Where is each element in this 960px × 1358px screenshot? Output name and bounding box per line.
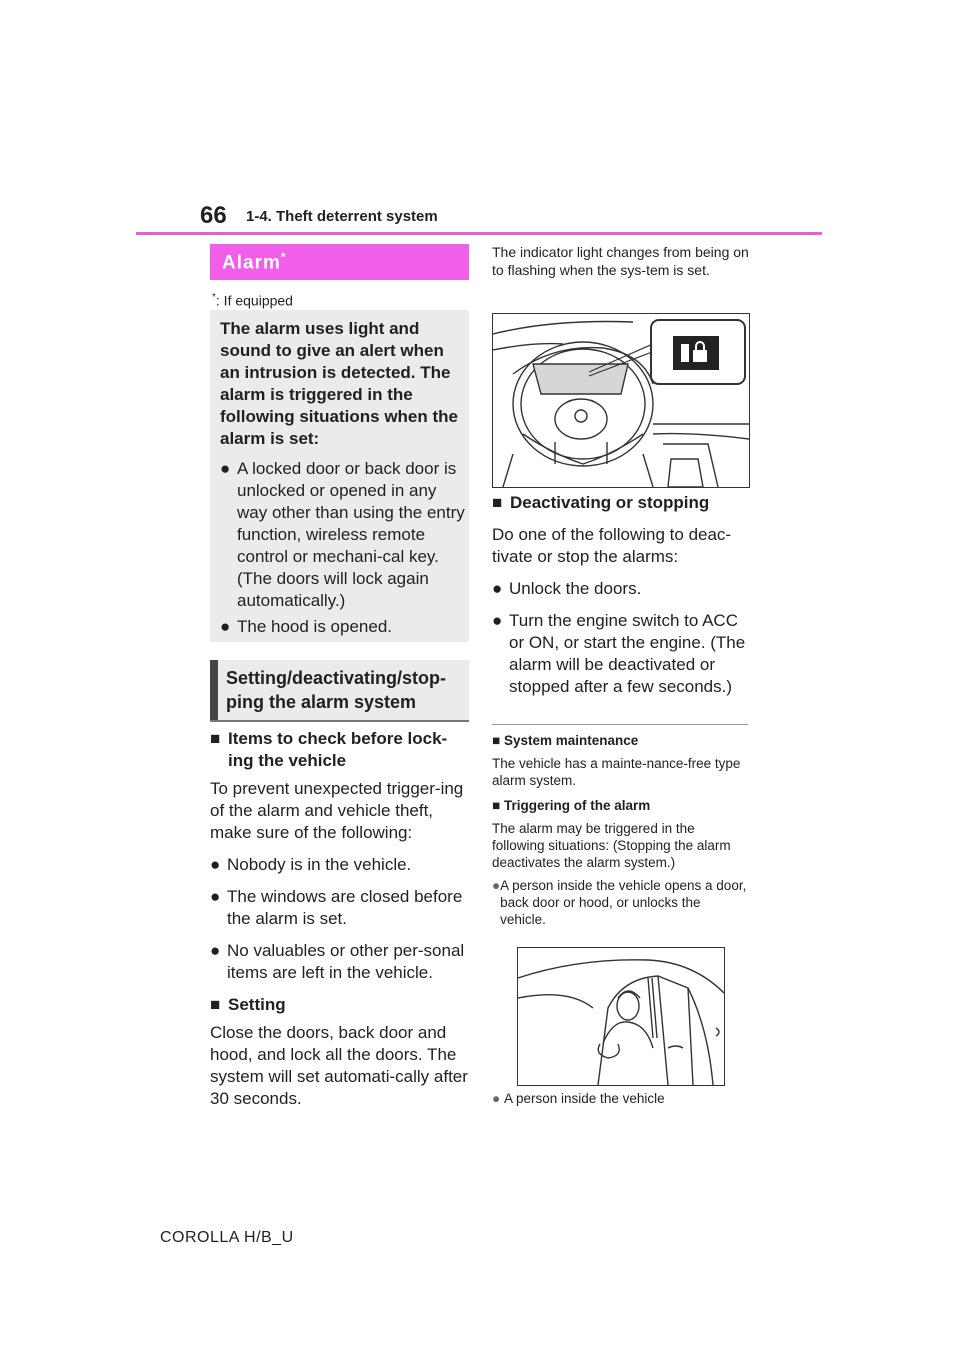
items-check-bullet-1-text: Nobody is in the vehicle. (227, 855, 412, 874)
footnote-text: : If equipped (215, 292, 293, 309)
notes-divider (492, 724, 748, 725)
items-check-heading-text: Items to check before lock-ing the vehicle (228, 729, 448, 770)
footnote (212, 292, 293, 309)
page-footer: COROLLA H/B_U (160, 1229, 294, 1246)
page-number: 66 (200, 202, 227, 229)
items-check-heading (210, 728, 470, 772)
maintenance-heading: ■ System maintenance (492, 733, 639, 748)
triggering-text: The alarm may be triggered in the following situations: (Stopping the alarm deactivates the alarm system.) (492, 821, 731, 870)
setting-section-header (210, 660, 469, 722)
deactivating-bullet-1: ● Unlock the doors. (492, 578, 748, 600)
left-column (210, 728, 470, 1110)
header-accent-bar (210, 660, 218, 720)
items-check-bullet-3-text: No valuables or other per-sonal items are left in the vehicle. (227, 941, 465, 982)
alarm-bullet-2 (220, 616, 465, 638)
alarm-title-bar (210, 244, 469, 280)
indicator-text: The indicator light changes from being on to flashing when the sys-tem is set. (492, 244, 749, 278)
circle-bullet-icon: ● (492, 878, 501, 893)
header-rule (136, 232, 822, 235)
deactivating-bullet-2: ● Turn the engine switch to ACC or ON, or start the engine. (The alarm will be deactivated or stopped after a few seconds.) (492, 610, 748, 698)
setting-heading (210, 994, 470, 1016)
setting-section-title: Setting/deactivating/stop-ping the alarm system (226, 668, 447, 712)
maintenance-heading-text: System maintenance (504, 733, 639, 748)
alarm-bullet-1 (220, 458, 465, 612)
alarm-bullet-2-text: The hood is opened. (237, 617, 393, 636)
square-bullet-icon: ■ (492, 493, 503, 512)
triggering-heading-text: Triggering of the alarm (504, 798, 651, 813)
deactivating-heading (492, 492, 748, 514)
footnote-mark: * (212, 292, 216, 303)
square-bullet-icon: ■ (210, 729, 221, 748)
deactivating-block (492, 492, 748, 698)
items-check-bullet-1: ● Nobody is in the vehicle. (210, 854, 470, 876)
bullet-icon: ● (220, 617, 231, 636)
circle-bullet-icon: ● (492, 1091, 501, 1106)
maintenance-text: The vehicle has a mainte-nance-free type alarm system. (492, 756, 741, 788)
dashboard-illustration (492, 313, 750, 488)
dashboard-illustration-svg (493, 314, 749, 487)
deactivating-bullet-2-text: Turn the engine switch to ACC or ON, or start the engine. (The alarm will be deactivated or stopped after a few seconds.) (509, 611, 746, 696)
items-check-bullet-2: ● The windows are closed before the alarm is set. (210, 886, 470, 930)
trigger-item-1-text: A person inside the vehicle opens a door, back door or hood, or unlocks the vehicle. (500, 878, 747, 927)
setting-text: Close the doors, back door and hood, and lock all the doors. The system will set automati-cally after 30 seconds. (210, 1023, 468, 1108)
items-check-bullet-2-text: The windows are closed before the alarm is set. (227, 887, 463, 928)
person-in-car-svg (518, 948, 724, 1085)
alarm-title-star: * (280, 250, 287, 264)
notes-block (492, 732, 748, 928)
alarm-bullet-1-text: A locked door or back door is unlocked or opened in any way other than using the entry function, wireless remote control or mechani-cal key. (The doors will lock again automatically.) (237, 459, 465, 610)
triggering-heading: ■ Triggering of the alarm (492, 798, 651, 813)
alarm-intro: The alarm uses light and sound to give an alert when an intrusion is detected. The alarm is triggered in the following situations when the alarm is set: (220, 319, 458, 448)
square-bullet-icon: ■ (210, 995, 221, 1014)
setting-heading-text: Setting (228, 995, 286, 1014)
items-check-text: To prevent unexpected trigger-ing of the alarm and vehicle theft, make sure of the following: (210, 779, 464, 842)
trigger-item-2 (492, 1090, 748, 1107)
alarm-title: Alarm (222, 252, 281, 274)
person-in-car-illustration (517, 947, 725, 1086)
trigger-item-1 (492, 877, 748, 928)
deactivating-bullet-1-text: Unlock the doors. (509, 579, 642, 598)
items-check-bullet-3: ● No valuables or other per-sonal items are left in the vehicle. (210, 940, 470, 984)
bullet-icon: ● (220, 459, 231, 478)
deactivating-heading-text: Deactivating or stopping (510, 493, 710, 512)
trigger-item-2-text: A person inside the vehicle (504, 1091, 665, 1106)
deactivating-text: Do one of the following to deac-tivate or stop the alarms: (492, 525, 732, 566)
alarm-info-box (210, 310, 469, 642)
section-title: 1-4. Theft deterrent system (246, 208, 438, 225)
